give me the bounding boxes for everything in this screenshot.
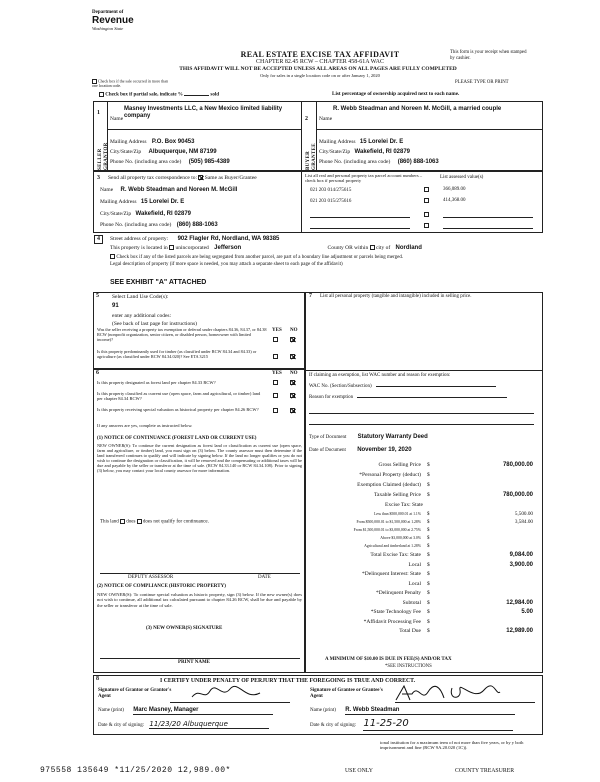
agency-line1: Department of [92, 10, 124, 15]
see-instructions: *SEE INSTRUCTIONS [385, 664, 432, 669]
see-back-label: (See back of last page for instructions) [112, 321, 197, 327]
section-4-num: 4 [94, 235, 103, 244]
tax-row: Taxable Selling Price $ 780,000.00 [374, 492, 533, 498]
s5-q2-no-checkbox[interactable] [290, 354, 295, 359]
seller-name-row [110, 106, 300, 120]
multiple-location-checkbox[interactable] [92, 79, 97, 84]
section-6-num: 6 [96, 370, 99, 376]
tax-row: Gross Selling Price $ 780,000.00 [378, 462, 533, 468]
s3-city-row [100, 211, 300, 218]
street-address[interactable]: 902 Flagler Rd, Nordland, WA 98385 [177, 236, 280, 242]
city-of-label: city of [375, 245, 391, 251]
buyer-name[interactable]: R. Webb Steadman and Noreen M. McGill, a married couple [333, 106, 502, 112]
stamp-line: 975558 135649 *11/25/2020 12,989.00* [40, 766, 231, 775]
s6-question-2: Is this property classified as current use (open space, farm and agricultural, or timber) land per chapter 84.34 RCW? [97, 391, 261, 402]
does-not-checkbox[interactable] [137, 519, 142, 524]
tax-row-label: Exemption Claimed (deduct) [357, 482, 421, 488]
doc-date-label: Date of Document [309, 448, 346, 453]
parcel-number[interactable]: 021 203 015/275616 [310, 199, 352, 204]
seller-phone[interactable]: (505) 985-4389 [188, 159, 230, 165]
parcel-row-2 [310, 198, 540, 205]
s6-if-yes: If any answers are yes, complete as instructed below. [97, 423, 193, 428]
city-checkbox[interactable] [370, 245, 375, 250]
s5-yes-header: YES [272, 328, 282, 333]
form-subtitle: CHAPTER 82.45 RCW – CHAPTER 458-61A WAC [256, 59, 384, 65]
s3-mailing-label: Mailing Address [100, 199, 137, 205]
county-label: County OR within [327, 245, 369, 251]
s3-name-label: Name [100, 187, 114, 193]
personal-property-checkbox[interactable] [424, 187, 429, 192]
s3-name-row [100, 187, 300, 194]
total-value[interactable]: 12,984.00 [506, 599, 533, 606]
dor-logo [92, 10, 162, 31]
date-label: DATE [258, 575, 271, 580]
city-name[interactable]: Nordland [395, 245, 422, 251]
grantor-name-row [98, 707, 298, 715]
grantor-date[interactable]: 11/23/20 Albuquerque [149, 720, 269, 729]
certify-statement: I CERTIFY UNDER PENALTY OF PERJURY THAT THE FOREGOING IS TRUE AND CORRECT. [160, 678, 416, 684]
list-percentage: List percentage of ownership acquired next to each name. [332, 91, 460, 97]
notice-2-text: NEW OWNER(S): To continue special valuation as historic property, sign (3) below. If the new owner(s) does not wish to continue, all additional tax calculated pursuant to chapter 84.26 RCW, shall be due and payable by the seller or transferor at the time of sale. [97, 592, 302, 608]
buyer-side-label: BUYER GRANTEE [306, 143, 317, 170]
total-row: Total Due $ 12,989.00 [399, 628, 533, 634]
county-treasurer-label: COUNTY TREASURER [455, 768, 515, 774]
seller-mailing-row [110, 139, 300, 146]
located-row [110, 245, 540, 252]
s6-question-3: Is this property receiving special valuation as historical property per chapter 84.26 RCW? [97, 407, 259, 412]
receipt-note: This form is your receipt when stamped by cashier. [450, 50, 527, 61]
doc-date-row [309, 447, 539, 454]
bracket-value[interactable]: 5,500.00 [514, 511, 533, 517]
s3-name[interactable]: R. Webb Steadman and Noreen M. McGill [120, 187, 238, 193]
total-row: Local $ [408, 580, 430, 587]
exemption-claim-label: If claiming an exemption, list WAC number and reason for exemption: [309, 373, 451, 378]
buyer-phone[interactable]: (860) 888-1063 [397, 159, 439, 165]
form-warning: THIS AFFIDAVIT WILL NOT BE ACCEPTED UNLESS ALL AREAS ON ALL PAGES ARE FULLY COMPLETED [179, 66, 457, 72]
total-value[interactable]: 3,900.00 [509, 561, 533, 568]
s6-yes-header: YES [272, 371, 282, 376]
excise-header: Excise Tax: State [385, 502, 424, 508]
notice-1-text: NEW OWNER(S): To continue the current designation as forest land or classification as current use (open space, farm and agriculture, or timber) land, you must sign on (3) below. The county assessor must then determine if the land transferred continues to qualify and will indicate by signing below. If the land no longer qualifies or you do not wish to continue the designation or classification, it will be removed and the compensating or additional taxes will be due and payable by the seller or transferor at the time of sale. (RCW 84.33.140 or RCW 84.34.108). Prior to signing (3) below, you may contact your local county assessor for more information. [97, 443, 302, 473]
personal-property-label: List all personal property (tangible and intangible) included in selling price. [320, 294, 472, 299]
grantee-date-row [310, 718, 540, 731]
total-row: *Affidavit Processing Fee $ [363, 618, 430, 625]
segregated-checkbox[interactable] [110, 254, 115, 259]
doc-type-row [309, 434, 539, 441]
parcel-value[interactable]: 414,368.00 [443, 198, 466, 203]
grantee-date[interactable]: 11-25-20 [363, 718, 513, 731]
use-only-label: USE ONLY [345, 768, 373, 774]
minimum-note: A MINIMUM OF $10.00 IS DUE IN FEE(S) AND/OR TAX [325, 657, 452, 662]
buyer-phone-row [319, 159, 541, 166]
total-row: Local $ 3,900.00 [408, 561, 533, 568]
seller-city[interactable]: Albuquerque, NM 87199 [148, 149, 217, 155]
buyer-name-row [319, 106, 541, 122]
s6-question-1: Is this property designated as forest land per chapter 84.33 RCW? [97, 380, 216, 385]
s6-q2-yes-checkbox[interactable] [273, 393, 278, 398]
doc-date[interactable]: November 19, 2020 [357, 447, 412, 453]
buyer-phone-label: Phone No. (including area code) [319, 159, 391, 165]
s5-q2-yes-checkbox[interactable] [273, 354, 278, 359]
seller-city-row [110, 149, 300, 156]
land-use-label: Select Land Use Code(s): [112, 294, 169, 300]
does-label: does [126, 519, 136, 525]
tax-row: *Personal Property (deduct) $ [359, 472, 430, 478]
notice-1-title: (1) NOTICE OF CONTINUANCE (FOREST LAND OR CURRENT USE) [97, 436, 257, 441]
seller-name[interactable]: Masney Investments LLC, a New Mexico limited liability company [124, 106, 283, 119]
unincorporated-checkbox[interactable] [169, 245, 174, 250]
wac-label: WAC No. (Section/Subsection) [309, 384, 372, 389]
same-as-buyer-checkbox[interactable] [198, 175, 203, 180]
s5-q1-no-checkbox[interactable] [290, 337, 295, 342]
check-partial-row [99, 92, 219, 98]
unincorporated-label: unincorporated [175, 245, 209, 251]
sold-label: sold [210, 92, 220, 98]
seller-mailing-label: Mailing Address [110, 139, 147, 145]
perjury-note: ional institution for a maximum term of not more than five years, or by y both imprisonment and fine (RCW 9A.20.020 (1C)). [380, 740, 524, 751]
partial-sale-checkbox[interactable] [99, 92, 104, 97]
grantor-date-label: Date & city of signing: [98, 723, 145, 728]
agency-line2: Revenue [92, 14, 134, 26]
tax-rows [305, 462, 543, 638]
send-to-row [108, 175, 300, 181]
section-7-num: 7 [309, 293, 312, 299]
print-note: PLEASE TYPE OR PRINT [455, 80, 509, 85]
buyer-city-row [319, 149, 541, 156]
does-checkbox[interactable] [120, 519, 125, 524]
grantee-signature-label: Signature of Grantee or Grantee's Agent [310, 688, 383, 699]
notice-2-title: (2) NOTICE OF COMPLIANCE (HISTORIC PROPERTY) [97, 584, 226, 589]
reason-row [309, 395, 539, 401]
parcel-number[interactable]: 021 203 014/275615 [310, 188, 352, 193]
seller-city-label: City/State/Zip [110, 149, 142, 155]
personal-property-checkbox[interactable] [424, 198, 429, 203]
grantee-name[interactable]: R. Webb Steadman [345, 707, 515, 715]
buyer-city[interactable]: Wakefield, RI 02879 [354, 149, 411, 155]
seller-name-label: Name [110, 116, 124, 122]
seller-phone-label: Phone No. (including area code) [110, 159, 182, 165]
grantor-date-row [98, 720, 298, 729]
s3-phone[interactable]: (860) 888-1063 [176, 222, 218, 228]
does-not-label: does not qualify for continuance. [142, 519, 209, 525]
total-value[interactable]: 9,084.00 [509, 552, 533, 558]
s3-mailing[interactable]: 15 Lorelei Dr. E [140, 199, 185, 205]
grantor-name[interactable]: Marc Masney, Manager [133, 707, 273, 715]
doc-type[interactable]: Statutory Warranty Deed [357, 434, 428, 440]
buyer-name-label: Name [319, 116, 333, 122]
continuance-row [100, 519, 209, 525]
total-row: Subtotal $ 12,984.00 [402, 599, 533, 606]
grantee-date-label: Date & city of signing: [310, 723, 357, 728]
wac-row [309, 384, 539, 390]
reason-label: Reason for exemption [309, 395, 354, 400]
buyer-city-label: City/State/Zip [319, 149, 351, 155]
s5-no-header: NO [290, 328, 298, 333]
s6-no-header: NO [290, 371, 298, 376]
segregated-row [110, 254, 540, 261]
grantee-signature[interactable] [392, 682, 502, 704]
bracket-row: Above $3,000,000 at 3.0% $ [380, 536, 430, 541]
value-header: List assessed value(s) [440, 175, 484, 180]
deputy-assessor-label: DEPUTY ASSESSOR [128, 575, 174, 580]
grantee-name-label: Name (print) [310, 708, 336, 713]
print-name-label: PRINT NAME [178, 660, 210, 665]
bracket-row: From $500,000.01 to $1,500,000 at 1.28% $ 3,584.00 [356, 519, 533, 525]
total-row: *State Technology Fee $ 5.00 [370, 609, 533, 615]
exhibit-text: SEE EXHIBIT "A" ATTACHED [110, 279, 207, 286]
located-label: This property is located in [110, 245, 168, 251]
section-2-num: 2 [305, 116, 308, 122]
tax-row-label: *Personal Property (deduct) [359, 472, 421, 478]
seller-side-label: SELLER GRANTOR [98, 142, 109, 170]
new-owner-signature-label: (3) NEW OWNER(S) SIGNATURE [146, 626, 223, 631]
s6-q3-no-checkbox[interactable] [290, 408, 295, 413]
doc-type-label: Type of Document [309, 435, 347, 440]
total-row: *Delinquent Penalty $ [375, 590, 430, 596]
form-title: REAL ESTATE EXCISE TAX AFFIDAVIT [240, 50, 400, 59]
bracket-row: Agricultural and timberland at 1.28% $ [364, 544, 430, 549]
street-label: Street address of property: [110, 236, 169, 242]
s6-q2-no-checkbox[interactable] [290, 393, 295, 398]
form-note: Only for sales in a single location code on or after January 1, 2020 [260, 73, 380, 78]
seller-mailing[interactable]: P.O. Box 90453 [151, 139, 195, 145]
s6-q3-yes-checkbox[interactable] [273, 408, 278, 413]
check-multiple-label: Check box if the sale occurred in more than one location code. [92, 78, 168, 89]
parcel-value[interactable]: 366,089.00 [443, 187, 466, 192]
grantee-name-row [310, 707, 540, 715]
grantor-signature-label: Signature of Grantor or Grantor's Agent [98, 688, 172, 699]
check-multiple-row [92, 79, 172, 89]
bracket-value[interactable]: 3,584.00 [514, 519, 533, 525]
tax-row-label: Gross Selling Price [378, 462, 421, 468]
check-partial-label: Check box if partial sale, indicate % [105, 92, 183, 98]
s3-city[interactable]: Wakefield, RI 02879 [135, 211, 192, 217]
same-label: Same as Buyer/Grantee [204, 175, 257, 181]
tax-row: Exemption Claimed (deduct) $ [357, 482, 430, 488]
additional-codes-label: enter any additional codes: [112, 313, 172, 319]
section-8-num: 8 [96, 676, 99, 682]
s3-city-label: City/State/Zip [100, 211, 132, 217]
grantor-name-label: Name (print) [98, 708, 124, 713]
total-due-value[interactable]: 12,989.00 [506, 628, 533, 634]
grantor-signature[interactable] [190, 683, 270, 703]
s5-question-2: Is this property predominantly used for timber (as classified under RCW 84.34 and 84.33) or agriculture (as classified under RCW 84.34.020)? See ETA 3215 [97, 349, 257, 359]
land-use-code[interactable]: 91 [112, 303, 119, 309]
section-3-num: 3 [97, 175, 100, 181]
buyer-mailing-row [319, 139, 541, 146]
total-value[interactable]: 5.00 [521, 609, 533, 615]
tax-row-value[interactable]: 780,000.00 [502, 462, 533, 468]
s3-mailing-row [100, 199, 300, 206]
s5-q1-yes-checkbox[interactable] [273, 337, 278, 342]
seller-phone-row [110, 159, 300, 166]
agency-line3: Washington State [92, 25, 124, 31]
section-1-num: 1 [97, 110, 100, 116]
buyer-mailing-label: Mailing Address [319, 139, 356, 145]
tax-row-label: Taxable Selling Price [374, 492, 421, 498]
s5-question-1: Was the seller receiving a property tax exemption or deferral under chapters 84.36, 84.37, or 84.38 RCW (nonprofit organization, senior citizen, or disabled person, homeowner with limited income)? [97, 327, 267, 342]
bracket-row: Less than $500,000.01 at 1.1% $ 5,500.00 [374, 511, 533, 517]
total-row: *Delinquent Interest: State $ [362, 571, 430, 577]
this-land-label: This land [100, 519, 119, 525]
total-row: Total Excise Tax: State $ 9,084.00 [370, 552, 533, 558]
county-name[interactable]: Jefferson [214, 245, 242, 251]
s3-phone-label: Phone No. (including area code) [100, 222, 172, 228]
bracket-row: From $1,500,000.01 to $3,000,000 at 2.75% $ [353, 528, 430, 533]
s6-q1-no-checkbox[interactable] [290, 380, 295, 385]
section-5-num: 5 [96, 293, 99, 299]
legal-desc-label: Legal description of property (if more space is needed, you may attach a separate sheet to each page of the affidavit) [110, 262, 343, 267]
parcel-row-1 [310, 187, 540, 194]
send-label: Send all property tax correspondence to: [108, 175, 198, 181]
parcel-header: List all real and personal property tax parcel account numbers – check box if personal property [305, 173, 423, 184]
segregated-label: Check box if any of the listed parcels are being segregated from another parcel, are part of a boundary line adjustment or parcels being merged. [116, 255, 404, 260]
s3-phone-row [100, 222, 300, 229]
buyer-mailing[interactable]: 15 Lorelei Dr. E [359, 139, 404, 145]
tax-row-value[interactable]: 780,000.00 [502, 492, 533, 498]
street-row [110, 236, 540, 243]
s6-q1-yes-checkbox[interactable] [273, 380, 278, 385]
